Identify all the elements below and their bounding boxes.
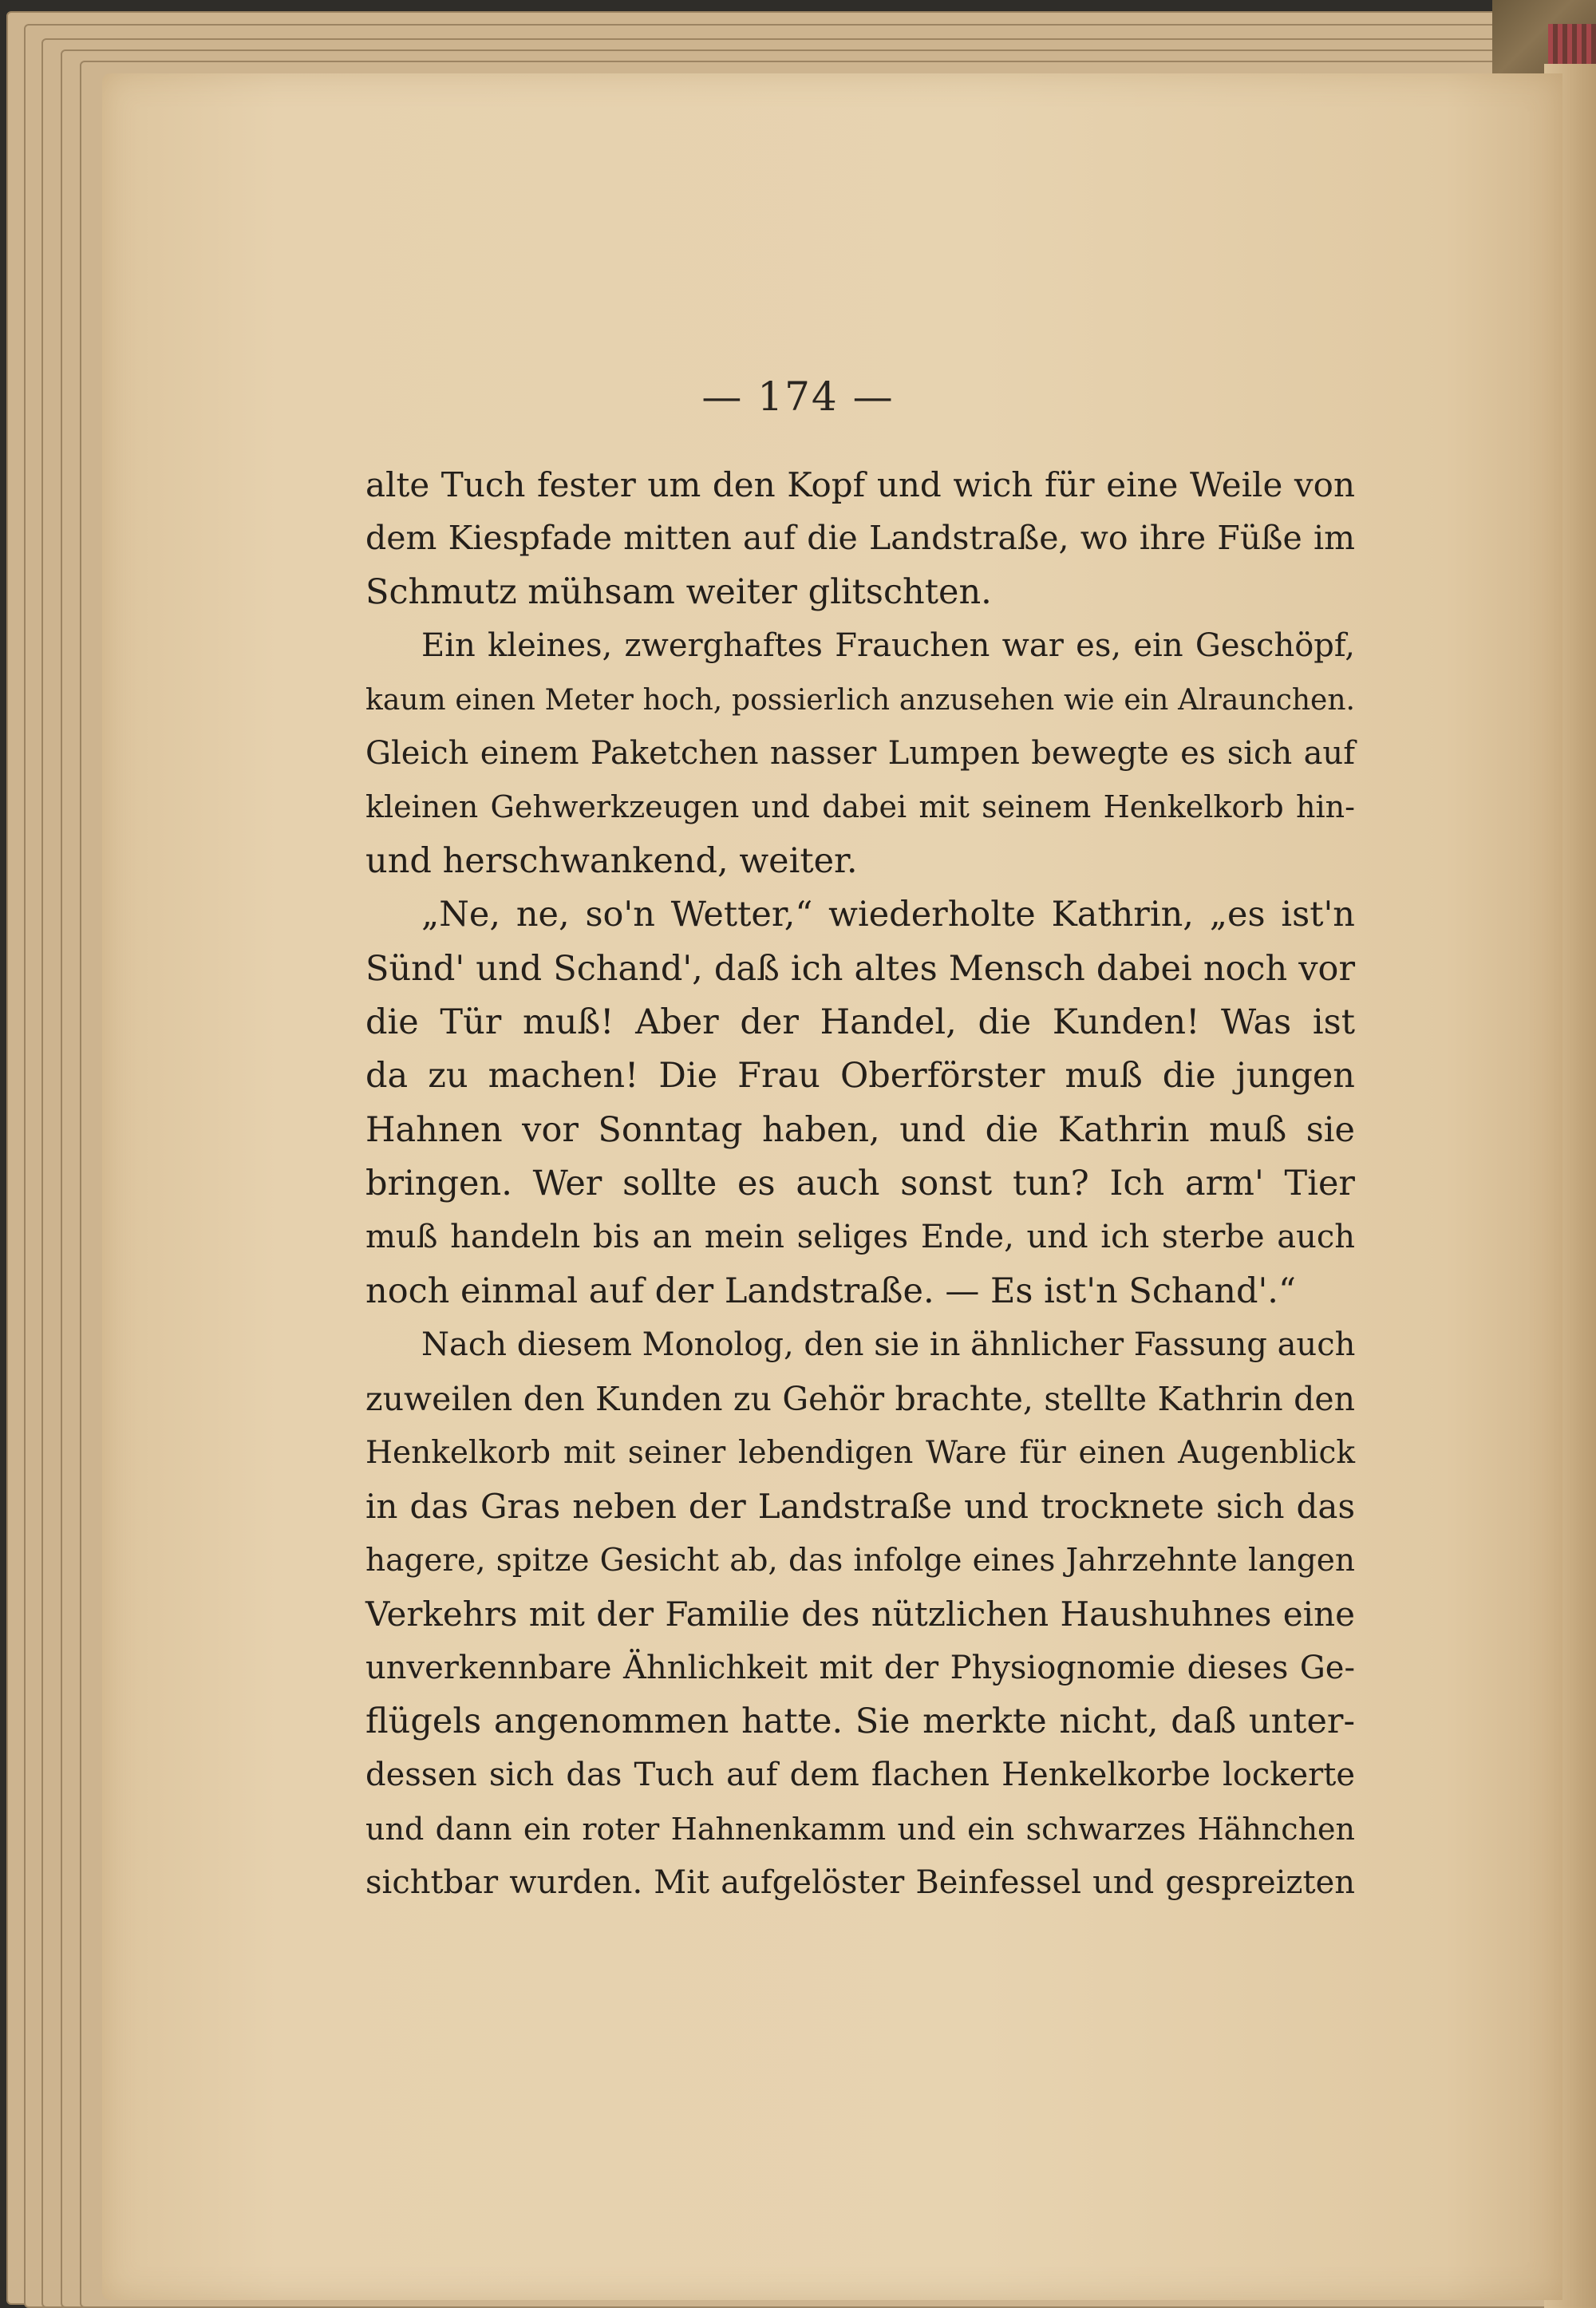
text-line: sichtbar wurden. Mit aufgelöster Beinfessel und gespreizten — [365, 1864, 1355, 1902]
text-line: noch einmal auf der Landstraße. — Es ist'n Schand'.“ — [365, 1271, 1296, 1311]
text-line: und herschwankend, weiter. — [365, 840, 858, 881]
text-line: dessen sich das Tuch auf dem flachen Henkelkorbe lockerte — [365, 1757, 1355, 1794]
text-line: Schmutz mühsam weiter glitschten. — [365, 571, 992, 612]
text-line: und dann ein roter Hahnenkamm und ein schwarzes Hähnchen — [365, 1811, 1355, 1847]
text-line: Hahnen vor Sonntag haben, und die Kathrin muß sie — [365, 1109, 1355, 1150]
text-line: „Ne, ne, so'n Wetter,“ wiederholte Kathrin, „es ist'n — [421, 895, 1355, 935]
text-line: unverkennbare Ähnlichkeit mit der Physiognomie dieses Ge- — [365, 1649, 1355, 1686]
text-line: dem Kiespfade mitten auf die Landstraße, wo ihre Füße im — [365, 519, 1355, 558]
text-line: zuweilen den Kunden zu Gehör brachte, stellte Kathrin den — [365, 1379, 1355, 1418]
body-text — [365, 458, 1355, 1911]
text-line: alte Tuch fester um den Kopf und wich für eine Weile von — [365, 465, 1355, 504]
text-line: Sünd' und Schand', daß ich altes Mensch dabei noch vor — [365, 948, 1355, 989]
text-line: flügels angenommen hatte. Sie merkte nicht, daß unter- — [365, 1701, 1355, 1741]
text-line: Ein kleines, zwerghaftes Frauchen war es, ein Geschöpf, — [421, 627, 1355, 665]
text-line: in das Gras neben der Landstraße und trocknete sich das — [365, 1487, 1355, 1527]
page-number: — 174 — — [701, 373, 895, 420]
text-line: Henkelkorb mit seiner lebendigen Ware für einen Augenblick — [365, 1435, 1355, 1472]
text-line: muß handeln bis an mein seliges Ende, und ich sterbe auch — [365, 1219, 1355, 1256]
text-line: da zu machen! Die Frau Oberförster muß die jungen — [365, 1056, 1355, 1097]
text-line: die Tür muß! Aber der Handel, die Kunden! Was ist — [365, 1002, 1355, 1042]
text-line: Verkehrs mit der Familie des nützlichen Haushuhnes eine — [365, 1595, 1355, 1634]
text-line: hagere, spitze Gesicht ab, das infolge eines Jahrzehnte langen — [365, 1542, 1355, 1579]
text-line: Gleich einem Paketchen nasser Lumpen bewegte es sich auf — [365, 734, 1355, 772]
text-line: bringen. Wer sollte es auch sonst tun? Ich arm' Tier — [365, 1164, 1355, 1204]
text-line: kaum einen Meter hoch, possierlich anzusehen wie ein Alraunchen. — [365, 683, 1355, 717]
text-line: Nach diesem Monolog, den sie in ähnlicher Fassung auch — [421, 1326, 1356, 1364]
text-line: kleinen Gehwerkzeugen und dabei mit seinem Henkelkorb hin- — [365, 789, 1355, 825]
